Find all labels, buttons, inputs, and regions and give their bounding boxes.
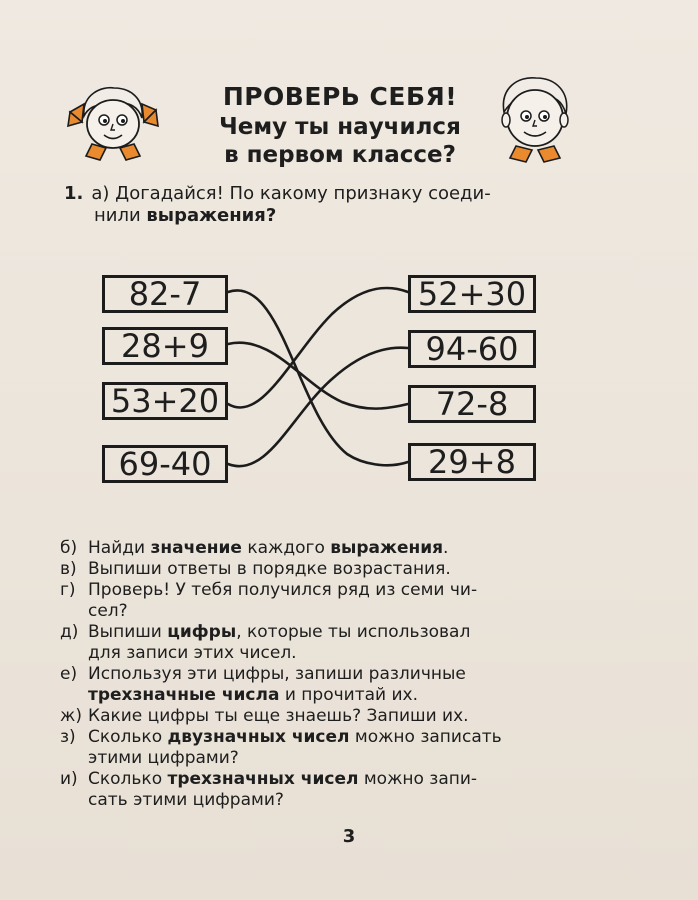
task-d-line2: для записи этих чисел.	[88, 643, 297, 663]
task-e	[60, 664, 640, 706]
task-b-bold-1: значение	[150, 538, 242, 558]
connector-82-7	[228, 290, 408, 465]
task-e-bold-1: трехзначные числа	[88, 685, 280, 705]
task-v-text: Выпиши ответы в порядке возрастания.	[88, 559, 451, 579]
girl-illustration	[62, 82, 162, 164]
left-expression-1: 82-7	[102, 275, 228, 313]
title-line-2: Чему ты научился	[219, 113, 461, 140]
task-b-bold-2: выражения	[330, 538, 444, 558]
right-expression-1: 52+30	[408, 275, 536, 313]
task-b-label: б)	[60, 538, 78, 558]
question-1a-plain: нили	[94, 205, 147, 226]
connector-28-9	[228, 343, 408, 409]
question-1a-bold: выражения?	[146, 205, 277, 226]
task-zh-label: ж)	[60, 706, 82, 726]
task-i-bold-1: трехзначных чисел	[167, 769, 359, 789]
left-expression-2: 28+9	[102, 327, 228, 365]
task-i	[60, 769, 640, 811]
right-expression-2: 94-60	[408, 330, 536, 368]
task-b	[60, 538, 640, 559]
connector-69-40	[228, 348, 408, 467]
task-d-label: д)	[60, 622, 79, 642]
task-e-label: е)	[60, 664, 78, 684]
task-d-bold-1: цифры	[167, 622, 237, 642]
task-e-line1: Используя эти цифры, запиши различные	[88, 664, 466, 684]
question-1a-line2	[64, 205, 624, 227]
task-b-text-1: Найди	[88, 538, 151, 558]
task-d-text-2: , которые ты использовал	[236, 622, 471, 642]
matching-diagram	[92, 264, 562, 494]
task-v	[60, 559, 640, 580]
task-d-text-1: Выпиши	[88, 622, 168, 642]
right-expression-3: 72-8	[408, 385, 536, 423]
page-number: 3	[342, 826, 356, 847]
task-i-text-1: Сколько	[88, 769, 168, 789]
task-z-bold-1: двузначных чисел	[167, 727, 350, 747]
page-title	[160, 82, 520, 169]
task-g-line2: сел?	[88, 601, 128, 621]
left-expression-4: 69-40	[102, 445, 228, 483]
task-e-text-2: и прочитай их.	[279, 685, 418, 705]
question-1a-line1: а) Догадайся! По какому признаку соеди-	[91, 183, 491, 204]
task-i-line2: сать этими цифрами?	[88, 790, 284, 810]
right-expression-4: 29+8	[408, 443, 536, 481]
task-zh-text: Какие цифры ты еще знаешь? Запиши их.	[88, 706, 469, 726]
question-1	[64, 183, 624, 227]
question-number: 1.	[64, 183, 84, 204]
task-g	[60, 580, 640, 622]
task-z-line2: этими цифрами?	[88, 748, 239, 768]
task-d	[60, 622, 640, 664]
title-line-1: ПРОВЕРЬ СЕБЯ!	[222, 82, 458, 111]
task-b-text-3: .	[443, 538, 449, 558]
task-g-line1: Проверь! У тебя получился ряд из семи чи-	[88, 580, 478, 600]
left-expression-3: 53+20	[102, 382, 228, 420]
task-i-text-2: можно запи-	[358, 769, 478, 789]
title-line-3: в первом классе?	[224, 141, 456, 168]
tasks-list	[60, 538, 640, 811]
task-b-text-2: каждого	[241, 538, 331, 558]
task-z-text-1: Сколько	[88, 727, 168, 747]
task-z-label: з)	[60, 727, 76, 747]
task-g-label: г)	[60, 580, 76, 600]
task-v-label: в)	[60, 559, 77, 579]
task-z	[60, 727, 640, 769]
task-z-text-2: можно записать	[349, 727, 502, 747]
task-zh	[60, 706, 640, 727]
task-i-label: и)	[60, 769, 78, 789]
connector-53-20	[228, 288, 408, 408]
